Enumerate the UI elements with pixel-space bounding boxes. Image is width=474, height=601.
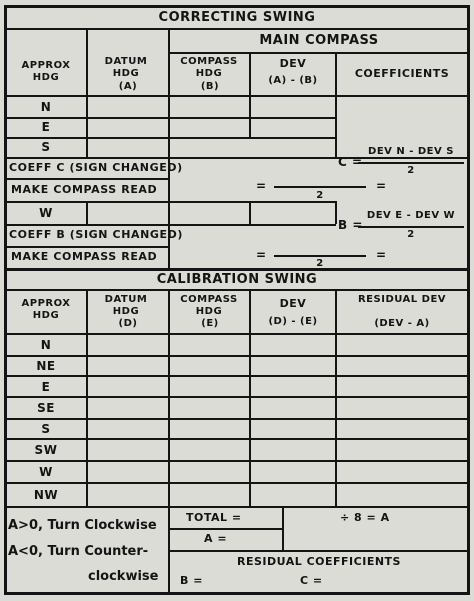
residual-b-label: B =	[180, 574, 203, 587]
frac-b-bar-2	[274, 255, 366, 257]
cal-hdr-compass-sym: (E)	[201, 318, 219, 329]
col-approx-right	[86, 28, 88, 158]
total-box-right	[282, 506, 284, 551]
rule-cal-sw	[4, 460, 470, 462]
rule-calibration-top	[4, 268, 470, 271]
cal-row-label-e: E	[41, 380, 51, 394]
formula-c-eq-den: 2	[316, 190, 324, 201]
hdr-datum-sym: (A)	[118, 81, 138, 92]
rule-residual-top	[168, 550, 470, 552]
hdr-compass-hdg: COMPASS HDG	[180, 56, 238, 79]
row-label-s: S	[41, 140, 51, 154]
cal-row-label-sw: SW	[34, 443, 58, 457]
formula-b-eq: =	[256, 248, 267, 262]
cal-hdr-compass-hdg: COMPASS HDG	[180, 294, 238, 317]
col-compass-right-w	[249, 201, 251, 224]
cal-hdr-datum-sym: (D)	[118, 318, 138, 329]
formula-b-numerator: DEV E - DEV W	[366, 210, 456, 221]
rule-cal-nw	[4, 506, 470, 508]
rule-row-w	[4, 224, 336, 226]
rule-row-coeff-c	[4, 178, 168, 180]
rule-under-main-compass	[168, 52, 470, 54]
rule-row-make-read-1	[4, 201, 336, 203]
cal-row-label-s: S	[41, 422, 51, 436]
cal-hdr-residual-dev: RESIDUAL DEV	[357, 294, 447, 305]
col-dev-right-w	[335, 201, 337, 224]
rule-cal-e	[4, 396, 470, 398]
frac-c-bar-2	[274, 186, 366, 188]
calibration-swing-title: CALIBRATION SWING	[156, 272, 318, 287]
total-a-label: A =	[204, 532, 228, 545]
cal-row-label-w: W	[39, 465, 53, 479]
cal-row-label-ne: NE	[36, 359, 56, 373]
rule-cal-s	[4, 438, 470, 440]
cal-hdr-residual-formula: (DEV - A)	[374, 318, 430, 329]
residual-coefficients-title: RESIDUAL COEFFICIENTS	[237, 555, 401, 568]
hdr-approx-hdg: APPROX HDG	[21, 60, 71, 83]
frac-c-bar-1	[358, 162, 464, 164]
total-label: TOTAL =	[186, 511, 242, 524]
row-label-make-read-2: MAKE COMPASS READ	[11, 250, 158, 263]
formula-c-numerator: DEV N - DEV S	[368, 146, 454, 157]
note-counter-clockwise: A<0, Turn Counter-	[8, 544, 149, 559]
hdr-compass-sym: (B)	[200, 81, 220, 92]
note-clockwise-cont: clockwise	[88, 569, 159, 584]
rule-cal-header	[4, 333, 470, 335]
cal-hdr-datum-hdg: DATUM HDG	[104, 294, 148, 317]
rule-cal-w	[4, 482, 470, 484]
border-top	[4, 5, 470, 8]
formula-b-lhs: B =	[338, 218, 363, 232]
rule-row-e	[4, 137, 336, 139]
row-label-make-read-1: MAKE COMPASS READ	[11, 183, 158, 196]
note-clockwise: A>0, Turn Clockwise	[8, 518, 157, 533]
formula-b-eq-den: 2	[316, 258, 324, 269]
total-divide-label: ÷ 8 = A	[340, 511, 390, 524]
rule-cal-ne	[4, 375, 470, 377]
frac-b-bar-1	[358, 226, 464, 228]
cal-hdr-dev: DEV	[279, 297, 307, 310]
formula-c-eq: =	[256, 179, 267, 193]
rule-row-s	[4, 157, 468, 159]
hdr-dev-formula: (A) - (B)	[268, 75, 318, 86]
hdr-dev: DEV	[279, 57, 307, 70]
formula-b-eq2: =	[376, 248, 387, 262]
rule-cal-n	[4, 355, 470, 357]
cal-row-label-se: SE	[37, 401, 55, 415]
formula-c-lhs: C =	[338, 155, 363, 169]
cal-col-datum-right	[168, 289, 170, 595]
rule-cal-title	[4, 289, 470, 291]
rule-under-title	[4, 28, 470, 30]
rule-cal-se	[4, 418, 470, 420]
row-label-e: E	[41, 120, 51, 134]
rule-row-n	[4, 117, 336, 119]
formula-b-denominator: 2	[407, 229, 415, 240]
row-label-coeff-c: COEFF C (SIGN CHANGED)	[9, 161, 183, 174]
hdr-coefficients: COEFFICIENTS	[354, 67, 450, 80]
row-label-n: N	[40, 100, 52, 114]
rule-header-bottom	[4, 95, 470, 97]
hdr-datum-hdg: DATUM HDG	[104, 56, 148, 79]
row-label-coeff-b: COEFF B (SIGN CHANGED)	[9, 228, 184, 241]
residual-c-label: C =	[300, 574, 323, 587]
cal-row-label-n: N	[40, 338, 52, 352]
cal-hdr-dev-formula: (D) - (E)	[268, 316, 318, 327]
row-label-w: W	[39, 206, 53, 220]
cal-hdr-approx-hdg: APPROX HDG	[21, 298, 71, 321]
rule-row-coeff-b	[4, 246, 168, 248]
formula-c-eq2: =	[376, 179, 387, 193]
cal-row-label-nw: NW	[33, 488, 59, 502]
border-bottom	[4, 592, 470, 595]
col-approx-right-w	[86, 201, 88, 224]
main-compass-heading: MAIN COMPASS	[259, 33, 379, 48]
correcting-swing-title: CORRECTING SWING	[158, 10, 316, 25]
formula-c-denominator: 2	[407, 165, 415, 176]
rule-total-mid	[168, 528, 282, 530]
